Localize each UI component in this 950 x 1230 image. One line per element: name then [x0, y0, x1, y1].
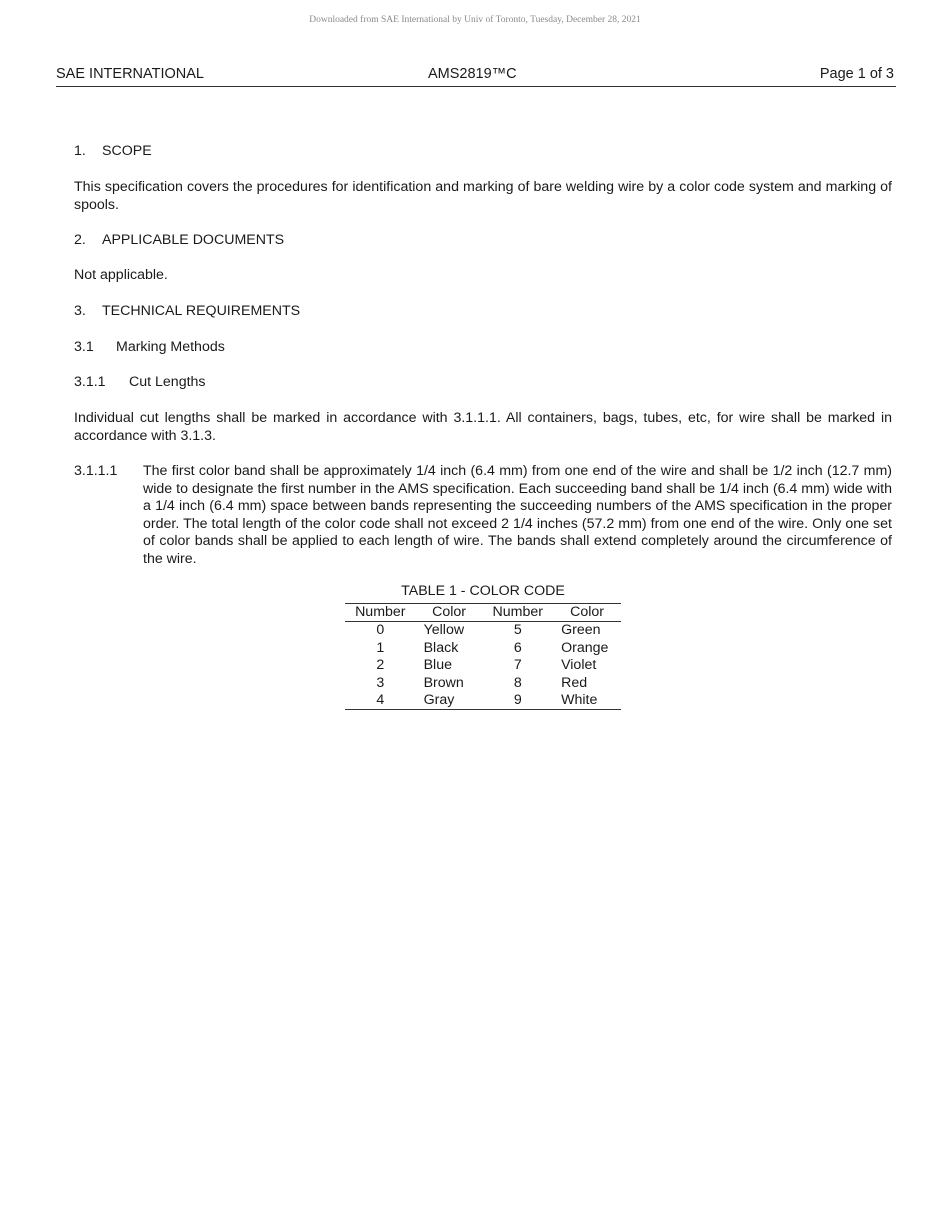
- table-cell: Blue: [423, 657, 452, 674]
- scope-paragraph: This specification covers the procedures for identification and marking of bare welding wire by a color code system and marking of spools.: [74, 179, 892, 213]
- table-cell: 4: [376, 692, 385, 709]
- section-heading-technical-requirements: [74, 303, 300, 321]
- header-publisher: SAE INTERNATIONAL: [56, 66, 204, 82]
- table-cell: Black: [423, 639, 459, 656]
- table-cell: 6: [513, 639, 522, 656]
- table-header: Number: [492, 604, 544, 620]
- section-title: APPLICABLE DOCUMENTS: [102, 232, 285, 248]
- section-3-1-1-1: [74, 463, 892, 568]
- table-cell: 1: [376, 639, 385, 656]
- section-title: SCOPE: [102, 143, 152, 159]
- table-cell: Gray: [423, 692, 455, 709]
- table-cell: Red: [561, 674, 588, 691]
- table-row: [345, 657, 621, 674]
- color-code-table: [345, 603, 621, 710]
- section-number: 3.1.1.1: [74, 463, 118, 479]
- table-cell: 2: [376, 657, 385, 674]
- table-header: Number: [355, 604, 406, 620]
- table-cell: 9: [513, 692, 522, 709]
- table-row: [345, 622, 621, 640]
- table-cell: Orange: [561, 639, 609, 656]
- table-header-row: [345, 604, 621, 622]
- table-cell: 3: [376, 674, 385, 691]
- table-cell: White: [561, 692, 598, 709]
- table-header: Color: [432, 604, 466, 620]
- table-header: Color: [570, 604, 604, 620]
- section-title: TECHNICAL REQUIREMENTS: [102, 303, 301, 319]
- table-cell: 7: [513, 657, 522, 674]
- section-heading-marking-methods: [74, 339, 225, 357]
- section-heading-applicable-documents: [74, 232, 284, 250]
- section-number: 3.1.1: [74, 374, 106, 390]
- download-note: Downloaded from SAE International by Univ of Toronto, Tuesday, December 28, 2021: [309, 15, 641, 25]
- section-number: 1.: [74, 143, 86, 159]
- header-page-number: Page 1 of 3: [819, 66, 894, 82]
- applicable-documents-paragraph: Not applicable.: [74, 267, 168, 283]
- section-number: 3.1: [74, 339, 94, 355]
- table-cell: Yellow: [423, 622, 465, 639]
- section-number: 2.: [74, 232, 86, 248]
- cut-lengths-paragraph: Individual cut lengths shall be marked in accordance with 3.1.1.1. All containers, bags, tubes, etc, for wire shall be marked in accordance with 3.1.3.: [74, 410, 892, 444]
- section-title: Cut Lengths: [129, 374, 206, 390]
- table-title: TABLE 1 - COLOR CODE: [401, 583, 565, 599]
- table-cell: 0: [376, 622, 385, 639]
- color-code-table-block: [345, 583, 621, 710]
- table-row: [345, 675, 621, 692]
- section-title: Marking Methods: [116, 339, 225, 355]
- page-header: [56, 66, 896, 87]
- table-row: [345, 692, 621, 710]
- table-cell: 5: [513, 622, 522, 639]
- table-cell: Violet: [561, 657, 597, 674]
- section-heading-cut-lengths: [74, 374, 206, 392]
- section-number: 3.: [74, 303, 86, 319]
- table-row: [345, 640, 621, 657]
- table-cell: Brown: [423, 674, 464, 691]
- table-cell: 8: [513, 674, 522, 691]
- section-3-1-1-1-paragraph: The first color band shall be approximately 1/4 inch (6.4 mm) from one end of the wire and shall be 1/2 inch (12.7 mm) wide to designate the first number in the AMS specification. Each succeeding band shall be 1/4 inch (6.4 mm) wide with a 1/4 inch (6.4 mm) space between bands representing the succeeding numbers of the AMS specification in the proper order. The total length of the color code shall not exceed 2 1/4 inches (57.2 mm) from one end of the wire. Only one set of color bands shall be applied to each length of wire. The bands shall extend completely around the circumference of the wire.: [143, 463, 892, 567]
- header-document-id: AMS2819™C: [428, 66, 517, 82]
- section-heading-scope: [74, 143, 152, 161]
- table-cell: Green: [561, 622, 601, 639]
